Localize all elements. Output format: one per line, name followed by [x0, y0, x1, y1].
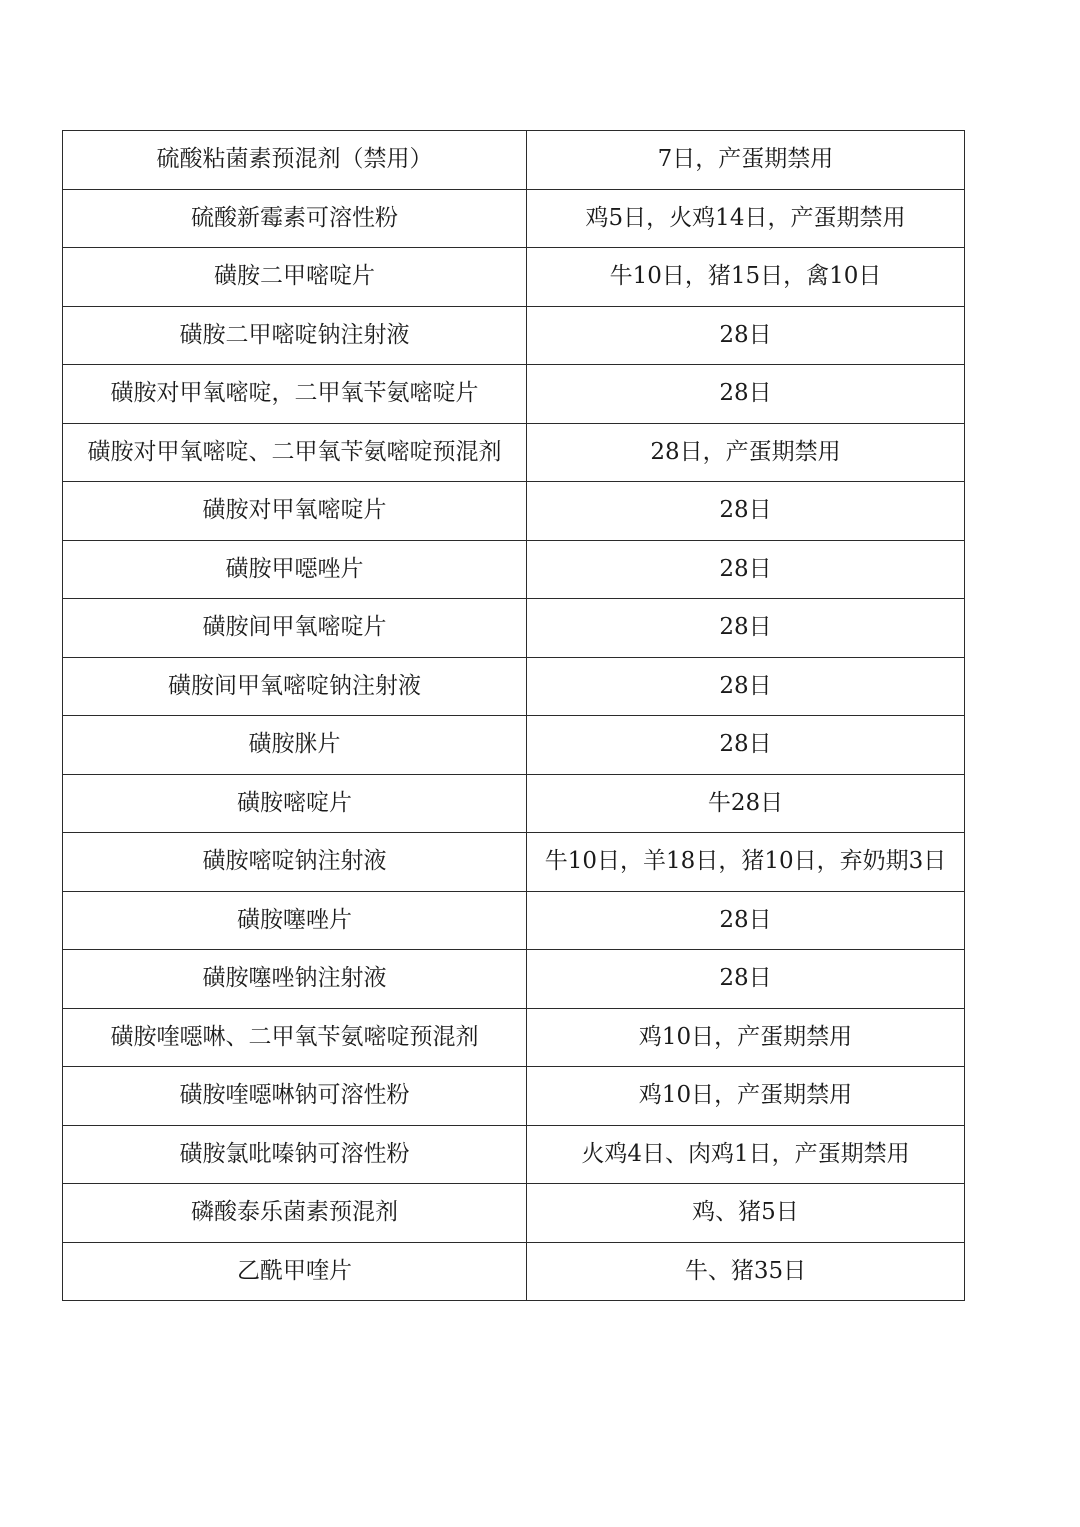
withdrawal-period-cell: 28日 — [527, 716, 965, 775]
table-row — [63, 131, 965, 190]
table-row — [63, 1008, 965, 1067]
withdrawal-period-cell: 28日 — [527, 599, 965, 658]
drug-name-cell: 磺胺间甲氧嘧啶片 — [63, 599, 527, 658]
table-row — [63, 248, 965, 307]
drug-name-cell: 磺胺间甲氧嘧啶钠注射液 — [63, 657, 527, 716]
withdrawal-period-cell: 28日 — [527, 540, 965, 599]
withdrawal-period-table — [62, 130, 965, 1301]
withdrawal-period-cell: 28日 — [527, 306, 965, 365]
withdrawal-period-cell: 28日 — [527, 365, 965, 424]
table-row — [63, 774, 965, 833]
drug-name-cell: 磺胺对甲氧嘧啶片 — [63, 482, 527, 541]
drug-name-cell: 磺胺二甲嘧啶片 — [63, 248, 527, 307]
withdrawal-period-cell: 鸡、猪5日 — [527, 1184, 965, 1243]
withdrawal-period-cell: 鸡10日，产蛋期禁用 — [527, 1008, 965, 1067]
drug-name-cell: 磺胺对甲氧嘧啶、二甲氧苄氨嘧啶预混剂 — [63, 423, 527, 482]
drug-name-cell: 磺胺二甲嘧啶钠注射液 — [63, 306, 527, 365]
drug-name-cell: 磺胺嘧啶片 — [63, 774, 527, 833]
withdrawal-period-cell: 7日，产蛋期禁用 — [527, 131, 965, 190]
table-row — [63, 189, 965, 248]
table-row — [63, 950, 965, 1009]
table-row — [63, 833, 965, 892]
table-body — [63, 131, 965, 1301]
table-row — [63, 1125, 965, 1184]
drug-name-cell: 乙酰甲喹片 — [63, 1242, 527, 1301]
table-row — [63, 482, 965, 541]
withdrawal-period-cell: 28日 — [527, 891, 965, 950]
drug-name-cell: 磺胺甲噁唑片 — [63, 540, 527, 599]
table-row — [63, 891, 965, 950]
drug-name-cell: 磺胺喹噁啉、二甲氧苄氨嘧啶预混剂 — [63, 1008, 527, 1067]
document-page — [62, 130, 964, 1301]
withdrawal-period-cell: 牛10日，羊18日，猪10日，弃奶期3日 — [527, 833, 965, 892]
table-row — [63, 599, 965, 658]
drug-name-cell: 硫酸新霉素可溶性粉 — [63, 189, 527, 248]
withdrawal-period-cell: 火鸡4日、肉鸡1日，产蛋期禁用 — [527, 1125, 965, 1184]
drug-name-cell: 硫酸粘菌素预混剂（禁用） — [63, 131, 527, 190]
table-row — [63, 306, 965, 365]
drug-name-cell: 磺胺噻唑钠注射液 — [63, 950, 527, 1009]
table-row — [63, 716, 965, 775]
table-row — [63, 423, 965, 482]
withdrawal-period-cell: 28日 — [527, 482, 965, 541]
withdrawal-period-cell: 28日 — [527, 950, 965, 1009]
table-row — [63, 657, 965, 716]
table-row — [63, 1067, 965, 1126]
drug-name-cell: 磺胺嘧啶钠注射液 — [63, 833, 527, 892]
table-row — [63, 1184, 965, 1243]
withdrawal-period-cell: 28日 — [527, 657, 965, 716]
withdrawal-period-cell: 牛10日，猪15日，禽10日 — [527, 248, 965, 307]
drug-name-cell: 磺胺脒片 — [63, 716, 527, 775]
table-row — [63, 365, 965, 424]
withdrawal-period-cell: 28日，产蛋期禁用 — [527, 423, 965, 482]
withdrawal-period-cell: 牛、猪35日 — [527, 1242, 965, 1301]
drug-name-cell: 磺胺氯吡嗪钠可溶性粉 — [63, 1125, 527, 1184]
withdrawal-period-cell: 鸡5日，火鸡14日，产蛋期禁用 — [527, 189, 965, 248]
withdrawal-period-cell: 鸡10日，产蛋期禁用 — [527, 1067, 965, 1126]
table-row — [63, 1242, 965, 1301]
drug-name-cell: 磺胺喹噁啉钠可溶性粉 — [63, 1067, 527, 1126]
table-row — [63, 540, 965, 599]
drug-name-cell: 磺胺噻唑片 — [63, 891, 527, 950]
withdrawal-period-cell: 牛28日 — [527, 774, 965, 833]
drug-name-cell: 磷酸泰乐菌素预混剂 — [63, 1184, 527, 1243]
drug-name-cell: 磺胺对甲氧嘧啶，二甲氧苄氨嘧啶片 — [63, 365, 527, 424]
